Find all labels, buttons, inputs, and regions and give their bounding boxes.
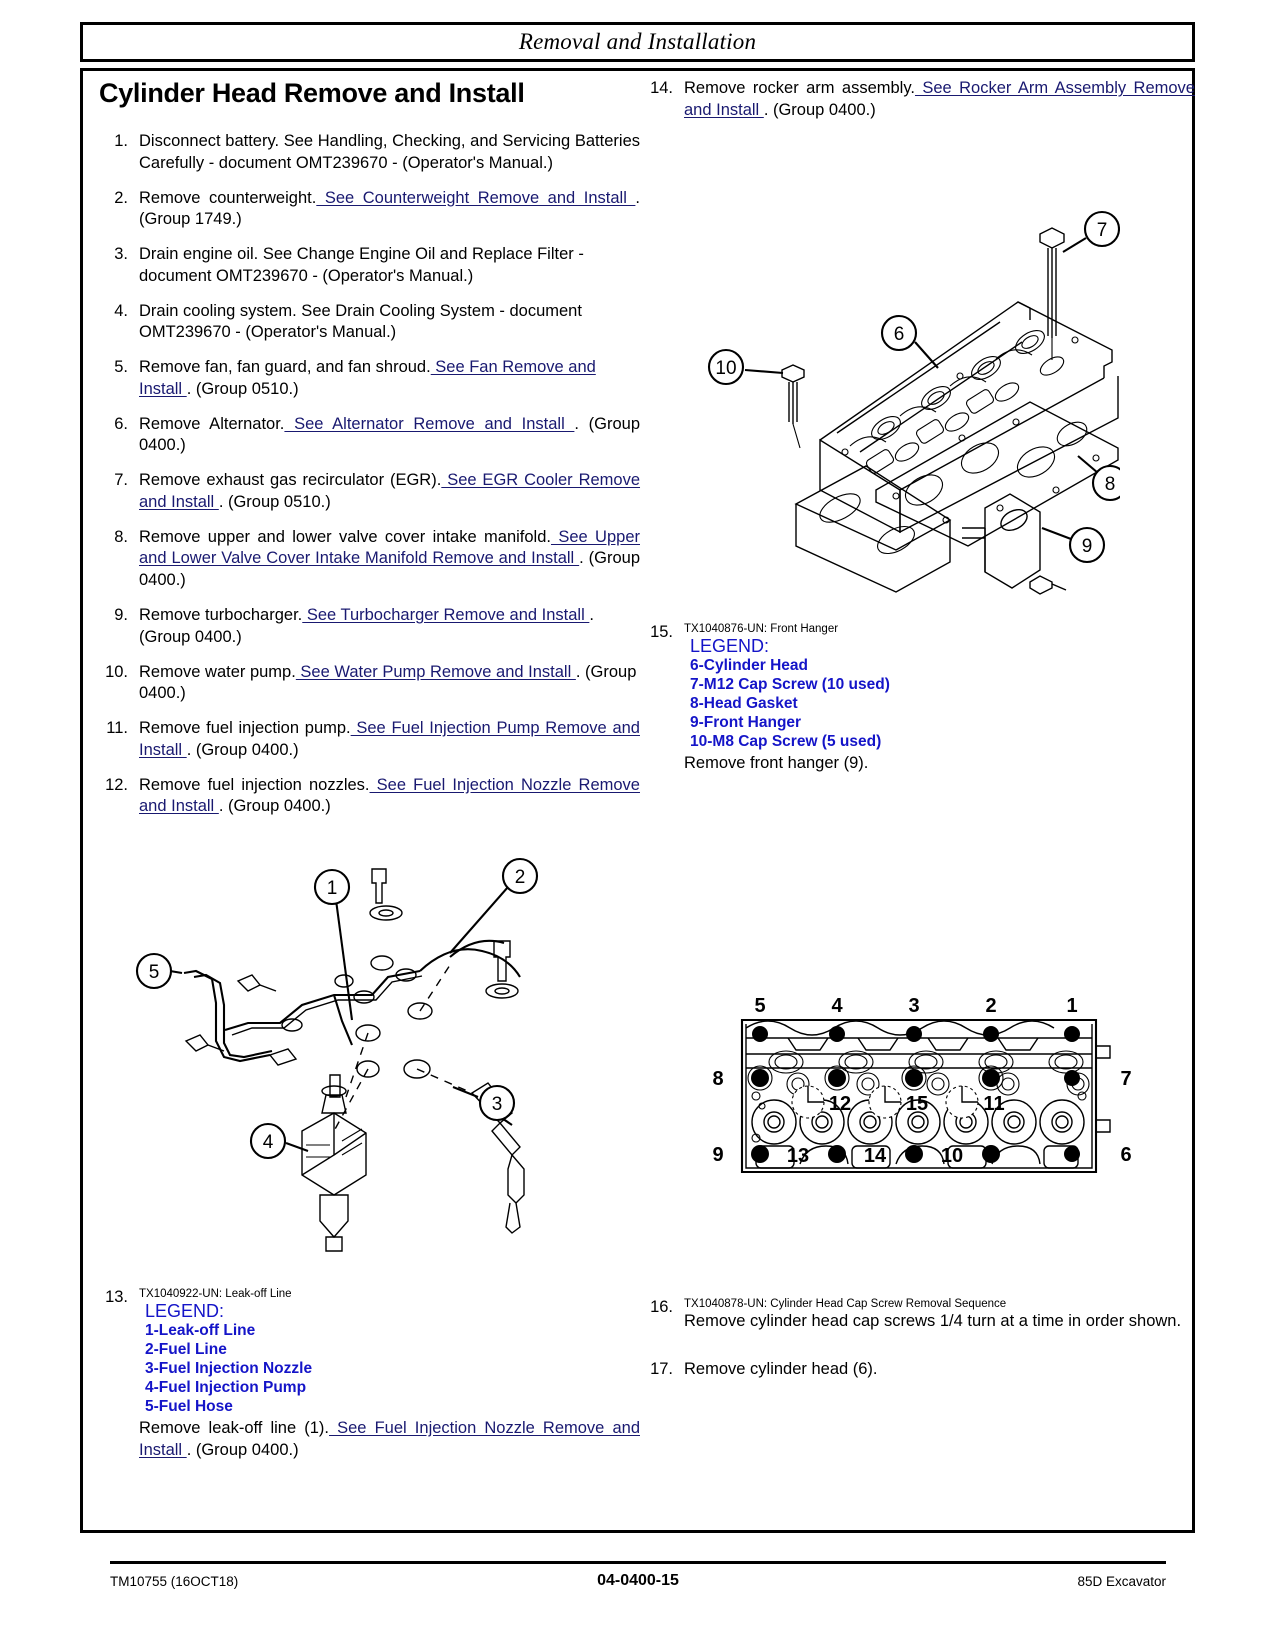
step-text-pre: Remove water pump. [139, 662, 296, 681]
legend-item: 4-Fuel Injection Pump [145, 1378, 307, 1396]
step-text-post: . (Group 0400.) [139, 606, 594, 646]
step-text-post: . (Group 1749.) [139, 188, 640, 229]
step-text [139, 188, 640, 232]
cross-reference-link[interactable]: See Rocker Arm Assembly Remove and Install [684, 79, 1195, 119]
step-text-post: . (Group 0400.) [139, 549, 640, 590]
step-text [139, 662, 640, 706]
callout-label: 5 [148, 962, 160, 983]
sequence-label-right: 6 [1120, 1144, 1132, 1166]
page-header [80, 22, 1195, 62]
step-text-post: . (Group 0400.) [139, 662, 637, 703]
footer-machine-model: 85D Excavator [1077, 1573, 1166, 1589]
legend-item: 8-Head Gasket [690, 695, 798, 713]
step-text [139, 605, 640, 649]
sequence-label-mid: 15 [905, 1093, 929, 1115]
figure-followup-text: Remove front hanger (9). [684, 753, 869, 772]
legend-item: 9-Front Hanger [690, 713, 802, 731]
step-text-post: . (Group 0400.) [186, 740, 299, 759]
callout-9 [1042, 528, 1104, 562]
list-item [95, 718, 640, 762]
callout-label: 9 [1081, 536, 1093, 557]
step-text [139, 527, 640, 592]
step-text: Remove cylinder head (6). [684, 1359, 878, 1378]
cross-reference-link[interactable]: See Upper and Lower Valve Cover Intake Manifold Remove and Install [139, 527, 640, 568]
step-text-post: . (Group 0400.) [218, 797, 331, 816]
step-text [139, 718, 640, 762]
sequence-label-top: 1 [1066, 995, 1078, 1017]
cross-reference-link[interactable]: See Fuel Injection Pump Remove and Install [139, 719, 640, 759]
page-title: Cylinder Head Remove and Install [99, 78, 525, 108]
figure16-caption-block [640, 1298, 1195, 1394]
figure15-caption-block [640, 623, 1195, 775]
legend-heading: LEGEND: [145, 1301, 225, 1321]
step-text-pre: Remove rocker arm assembly. [684, 79, 915, 97]
sequence-label-left: 9 [712, 1144, 724, 1166]
step-text-pre: Drain engine oil. See Change Engine Oil and Replace Filter - document OMT239670 - (Operator's Manual.) [139, 245, 584, 285]
step-number: 11. [106, 719, 128, 738]
step-text-pre: Disconnect battery. See Handling, Checking, and Servicing Batteries Carefully - document OMT239670 - (Operator's Manual.) [139, 132, 640, 172]
step-number: 7. [114, 471, 128, 490]
callout-label: 8 [1104, 474, 1116, 495]
legend-heading: LEGEND: [690, 636, 770, 656]
list-item [640, 78, 1195, 122]
figure-image-id: TX1040878-UN: Cylinder Head Cap Screw Removal Sequence [684, 1298, 1007, 1310]
step-text [139, 414, 640, 458]
step-text [139, 131, 640, 175]
list-item [95, 527, 640, 592]
figure13-caption-block [95, 1288, 640, 1461]
list-item [95, 188, 640, 232]
sequence-label-right: 7 [1120, 1068, 1132, 1090]
left-column [95, 78, 640, 831]
legend-item: 3-Fuel Injection Nozzle [145, 1360, 313, 1378]
callout-7 [1063, 212, 1119, 252]
step-text-post: . (Group 0510.) [218, 492, 331, 511]
step-text-pre: Remove upper and lower valve cover intake manifold. [139, 527, 551, 546]
figure-followup-text [139, 1418, 640, 1462]
callout-2 [450, 859, 537, 953]
right-column [640, 78, 1195, 122]
footer-manual-id: TM10755 (16OCT18) [110, 1573, 239, 1589]
step-text-pre: Remove fuel injection nozzles. [139, 775, 370, 794]
step-text-pre: Drain cooling system. See Drain Cooling System - document OMT239670 - (Operator's Manual.) [139, 301, 582, 342]
footer-divider [110, 1561, 1166, 1564]
front-hanger-figure [700, 190, 1120, 610]
list-item [95, 414, 640, 458]
legend-item: 2-Fuel Line [145, 1341, 227, 1359]
step-number: 1. [114, 132, 128, 150]
cross-reference-link[interactable]: See Fuel Injection Nozzle Remove and Install [139, 775, 640, 816]
callout-label: 4 [262, 1132, 274, 1153]
step-number: 5. [114, 358, 128, 377]
callout-label: 10 [715, 358, 737, 379]
followup-text-post: . (Group 0400.) [186, 1440, 299, 1459]
callout-label: 6 [893, 324, 905, 345]
callout-label: 1 [326, 878, 338, 899]
legend-item: 5-Fuel Hose [145, 1397, 233, 1415]
sequence-label-top: 2 [985, 995, 997, 1017]
list-item [95, 244, 640, 288]
step-text-pre: Remove fan, fan guard, and fan shroud. [139, 358, 431, 377]
step-number: 14. [650, 79, 673, 97]
step-text [139, 357, 640, 401]
step-number: 10. [105, 662, 128, 681]
cross-reference-link[interactable]: See Counterweight Remove and Install [316, 188, 636, 207]
legend-item: 1-Leak-off Line [145, 1322, 256, 1340]
list-item [95, 775, 640, 819]
step-number: 4. [114, 301, 128, 320]
callout-4 [251, 1124, 308, 1158]
cross-reference-link[interactable]: See Turbocharger Remove and Install [302, 606, 590, 625]
cross-reference-link[interactable]: See Fuel Injection Nozzle Remove and Install [139, 1418, 640, 1459]
cross-reference-link[interactable]: See EGR Cooler Remove and Install [139, 471, 641, 511]
callout-1 [315, 870, 352, 1020]
sequence-label-bottom: 13 [786, 1145, 810, 1167]
figure-number: 13. [105, 1288, 128, 1306]
step-text-pre: Remove exhaust gas recirculator (EGR). [139, 471, 442, 490]
sequence-label-top: 5 [754, 995, 766, 1017]
step-number: 3. [114, 245, 128, 264]
figure-number: 16. [650, 1298, 673, 1316]
step-text [684, 78, 1195, 122]
list-item [95, 301, 640, 345]
header-title: Removal and Installation [518, 29, 757, 54]
figure-number: 15. [650, 623, 673, 641]
list-item [95, 662, 640, 706]
list-item [640, 1359, 1195, 1381]
sequence-label-mid: 12 [828, 1093, 852, 1115]
step-text [139, 775, 640, 819]
step-number: 9. [114, 606, 128, 625]
cross-reference-link[interactable]: See Alternator Remove and Install [284, 414, 575, 433]
sequence-label-bottom: 14 [863, 1145, 887, 1167]
legend-item: 7-M12 Cap Screw (10 used) [690, 676, 890, 694]
step-number: 2. [114, 188, 128, 207]
list-item [95, 605, 640, 649]
list-item [95, 470, 640, 514]
sequence-label-mid: 11 [983, 1093, 1005, 1115]
callout-5 [137, 954, 182, 988]
step-text-post: . (Group 0510.) [186, 379, 299, 398]
callout-label: 3 [491, 1094, 503, 1115]
step-number: 8. [114, 527, 128, 546]
sequence-label-left: 8 [712, 1068, 724, 1090]
legend-item: 6-Cylinder Head [690, 657, 809, 675]
legend-item: 10-M8 Cap Screw (5 used) [690, 732, 882, 750]
procedure-step-list [95, 131, 640, 818]
callout-10 [709, 350, 783, 384]
step-text-post: . (Group 0400.) [763, 100, 876, 119]
step-text-pre: Remove fuel injection pump. [139, 719, 351, 738]
sequence-label-top: 3 [908, 995, 920, 1017]
sequence-label-top: 4 [831, 995, 843, 1017]
list-item [95, 357, 640, 401]
cross-reference-link[interactable]: See Water Pump Remove and Install [295, 662, 576, 681]
step-number: 12. [105, 775, 128, 794]
step-number: 17. [650, 1359, 673, 1378]
callout-3 [480, 1086, 514, 1125]
list-item [95, 131, 640, 175]
step-text-pre: Remove turbocharger. [139, 606, 303, 625]
step-text [139, 470, 640, 514]
step-number: 6. [114, 414, 128, 433]
leak-off-line-figure [120, 845, 620, 1265]
footer-page-number: 04-0400-15 [597, 1572, 679, 1589]
step-text-post: . (Group 0400.) [139, 414, 640, 455]
figure-followup-text: Remove cylinder head cap screws 1/4 turn at a time in order shown. [684, 1312, 1182, 1330]
page-footer [110, 1572, 1166, 1590]
cap-screw-sequence-figure [700, 950, 1140, 1200]
step-text [139, 301, 640, 345]
step-text-pre: Remove Alternator. [139, 414, 285, 433]
figure-image-id: TX1040876-UN: Front Hanger [684, 623, 839, 635]
cross-reference-link[interactable]: See Fan Remove and Install [139, 358, 596, 398]
followup-text-pre: Remove leak-off line (1). [139, 1418, 330, 1437]
callout-6 [882, 316, 938, 368]
figure-image-id: TX1040922-UN: Leak-off Line [139, 1288, 292, 1300]
step-text-pre: Remove counterweight. [139, 188, 317, 207]
sequence-label-bottom: 10 [940, 1145, 964, 1167]
step-text [139, 244, 640, 288]
callout-label: 2 [514, 867, 526, 888]
callout-label: 7 [1096, 220, 1108, 241]
